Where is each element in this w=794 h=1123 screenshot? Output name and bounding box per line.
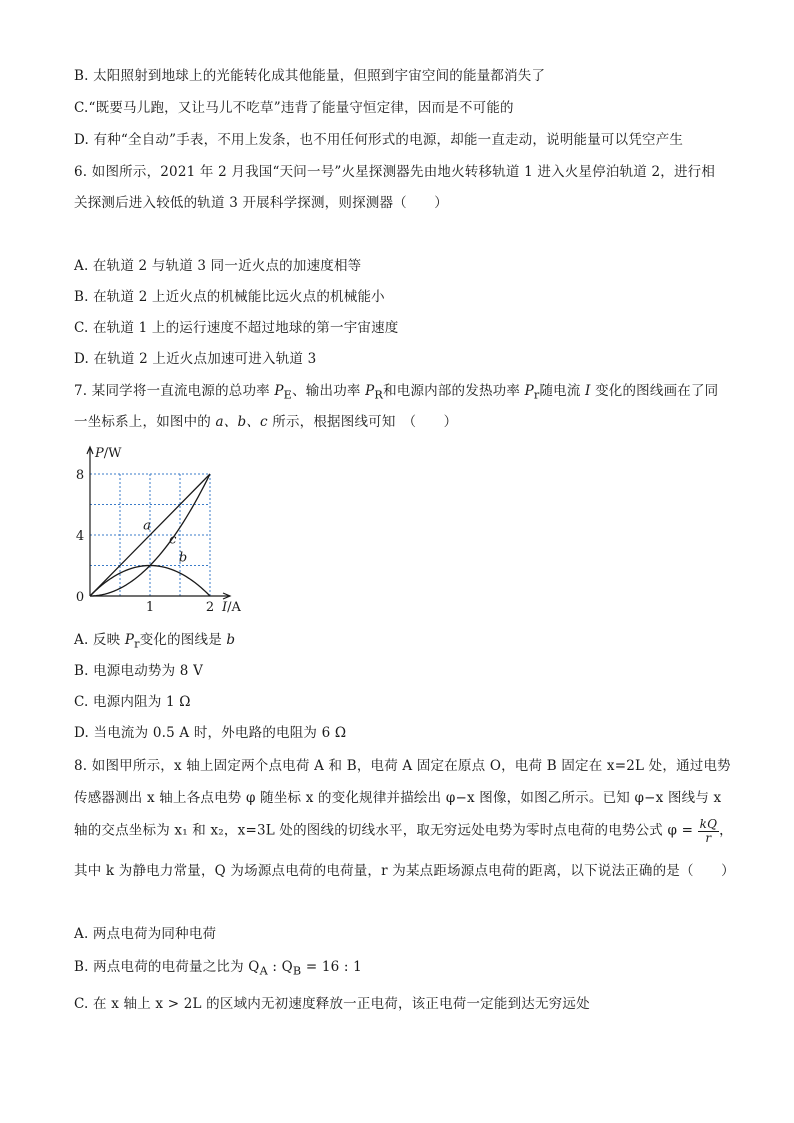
- q8-stem-line2: 传感器测出 x 轴上各点电势 φ 随坐标 x 的变化规律并描绘出 φ−x 图像，如图乙所示。已知 φ−x 图线与 x: [74, 790, 722, 806]
- q7-option-b: B. 电源电动势为 8 V: [74, 663, 204, 679]
- q7-stem-line2: 一坐标系上，如图中的 a、b、c 所示，根据图线可知 （ ）: [74, 414, 458, 430]
- q7-option-c: C. 电源内阻为 1 Ω: [74, 694, 191, 710]
- y-tick-label: 4: [75, 529, 85, 544]
- q8-option-c: C. 在 x 轴上 x > 2L 的区域内无初速度释放一正电荷，该正电荷一定能到达无穷远处: [74, 996, 590, 1012]
- y-tick-label: 8: [75, 468, 85, 483]
- q7-option-d: D. 当电流为 0.5 A 时，外电路的电阻为 6 Ω: [74, 725, 347, 741]
- q6-option-b: B. 在轨道 2 上近火点的机械能比远火点的机械能小: [74, 289, 385, 305]
- q7-stem-line1: 7. 某同学将一直流电源的总功率 $P_E$、输出功率 $P_R$和电源内部的发热功率 $P_r$随电流 I 变化的图线画在了同: [74, 383, 719, 402]
- q6-stem-line1: 6. 如图所示，2021 年 2 月我国“天问一号”火星探测器先由地火转移轨道 1 进入火星停泊轨道 2，进行相: [74, 164, 716, 180]
- q5-option-b: B. 太阳照射到地球上的光能转化成其他能量，但照到宇宙空间的能量都消失了: [74, 68, 546, 84]
- series-b-label: b: [178, 550, 188, 566]
- q8-stem-line4: 其中 k 为静电力常量，Q 为场源点电荷的电荷量，r 为某点距场源点电荷的距离，以下说法正确的是（ ）: [74, 863, 735, 879]
- series-a-label: a: [143, 518, 151, 534]
- x-axis-label: I/A: [222, 600, 241, 615]
- q6-option-a: A. 在轨道 2 与轨道 3 同一近火点的加速度相等: [74, 258, 362, 274]
- q6-option-d: D. 在轨道 2 上近火点加速可进入轨道 3: [74, 351, 317, 367]
- q8-stem-line3: 轴的交点坐标为 x₁ 和 x₂，x=3L 处的图线的切线水平，取无穷远处电势为零时点电荷的电势公式 φ = $\frac{kQ}{r}$ ，: [74, 817, 733, 845]
- q6-stem-line2: 关探测后进入较低的轨道 3 开展科学探测，则探测器（ ）: [74, 195, 448, 211]
- x-tick-label: 1: [145, 600, 155, 615]
- chart-labels: [76, 446, 242, 615]
- q6-option-c: C. 在轨道 1 上的运行速度不超过地球的第一宇宙速度: [74, 320, 399, 336]
- q7-option-a: A. 反映 $P_r$变化的图线是 b: [74, 632, 236, 651]
- q5-option-c: C.“既要马儿跑，又让马儿不吃草”违背了能量守恒定律，因而是不可能的: [74, 100, 514, 116]
- y-axis-label: P/W: [95, 446, 122, 461]
- series-c-label: c: [169, 532, 177, 548]
- x-tick-label: 2: [205, 600, 215, 615]
- q8-option-a: A. 两点电荷为同种电荷: [74, 926, 217, 942]
- power-current-chart: [70, 440, 260, 615]
- y-tick-label: 0: [75, 590, 85, 605]
- potential-formula-fraction: $\frac{kQ}{r}$: [699, 817, 718, 845]
- chart-axes: [87, 447, 230, 599]
- q8-option-b: B. 两点电荷的电荷量之比为 $Q_A$ : $Q_B = 16$ : 1: [74, 959, 362, 978]
- q5-option-d: D. 有种“全自动”手表，不用上发条，也不用任何形式的电源，却能一直走动，说明能量可以凭空产生: [74, 132, 684, 148]
- q8-stem-line1: 8. 如图甲所示，x 轴上固定两个点电荷 A 和 B，电荷 A 固定在原点 O，电荷 B 固定在 x=2L 处，通过电势: [74, 758, 731, 774]
